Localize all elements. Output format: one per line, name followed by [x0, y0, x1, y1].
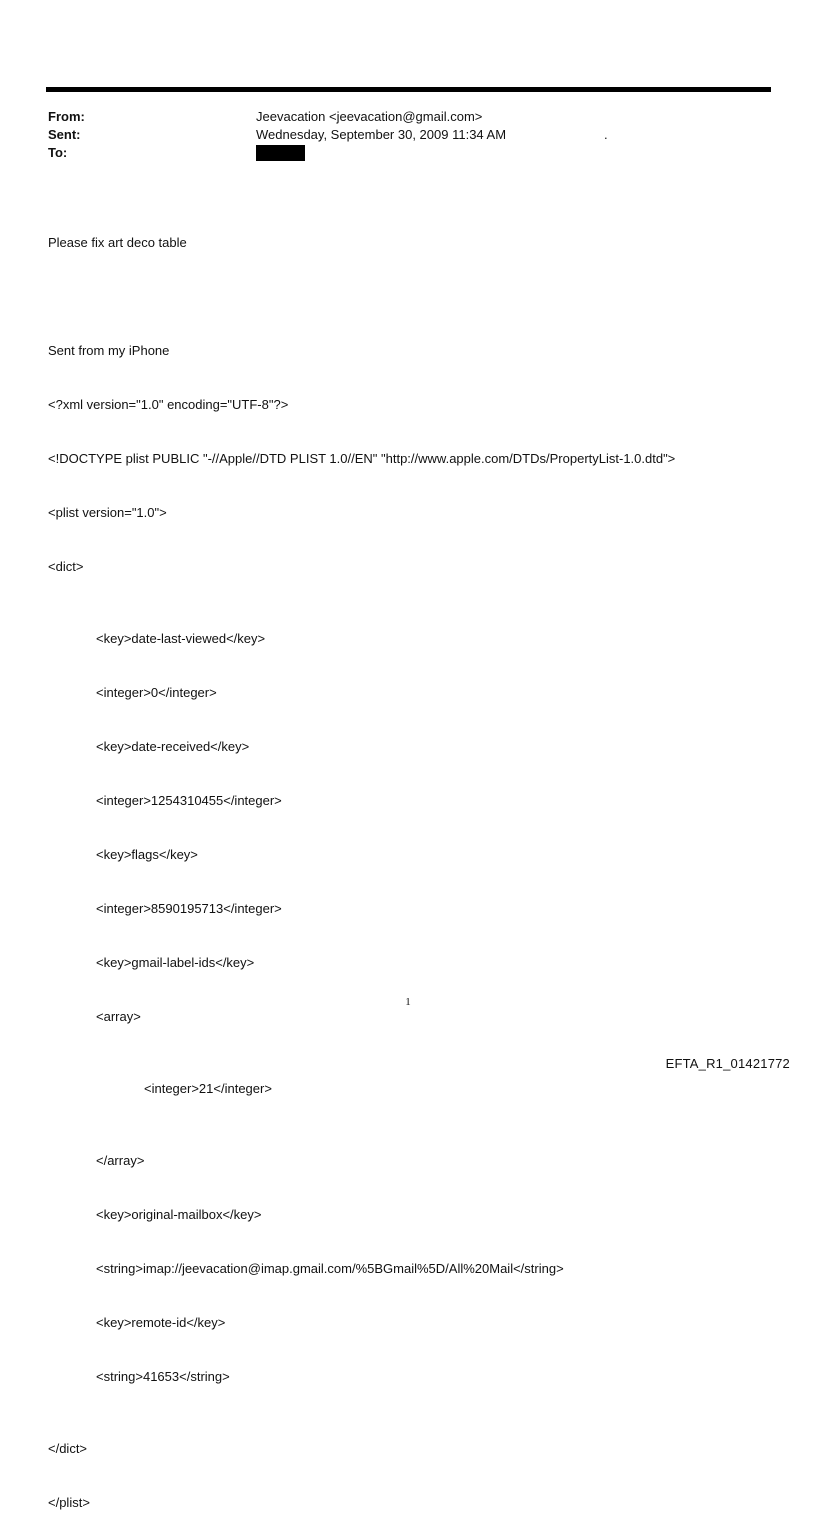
- dict-line: <array>: [96, 1009, 141, 1024]
- dict-line: <key>gmail-label-ids</key>: [96, 955, 255, 970]
- page-number: 1: [405, 996, 411, 1008]
- sent-row: [48, 126, 768, 144]
- dict-line: <string>imap://jeevacation@imap.gmail.com/%5BGmail%5D/All%20Mail</string>: [96, 1261, 564, 1276]
- email-header: [48, 108, 768, 162]
- blank-line: [48, 288, 788, 306]
- sent-value: Wednesday, September 30, 2009 11:34 AM: [256, 127, 507, 142]
- dict-line: <key>flags</key>: [96, 847, 198, 862]
- plist-close: </plist>: [48, 1495, 90, 1510]
- sent-trailing-dot: .: [604, 127, 608, 142]
- dict-line: <key>date-last-viewed</key>: [96, 631, 266, 646]
- xml-declaration: <?xml version="1.0" encoding="UTF-8"?>: [48, 397, 289, 412]
- from-row: [48, 108, 768, 126]
- doctype-line: <!DOCTYPE plist PUBLIC "-//Apple//DTD PLIST 1.0//EN" "http://www.apple.com/DTDs/PropertyList-1.0.dtd">: [48, 451, 676, 466]
- redaction-box: [256, 145, 305, 161]
- sent-label: Sent:: [48, 127, 81, 142]
- dict-line: </array>: [96, 1153, 145, 1168]
- bates-number: EFTA_R1_01421772: [665, 1056, 790, 1071]
- to-value: [256, 144, 305, 162]
- dict-line: <integer>8590195713</integer>: [96, 901, 282, 916]
- dict-open: <dict>: [48, 559, 84, 574]
- dict-close: </dict>: [48, 1441, 88, 1456]
- dict-line: <key>original-mailbox</key>: [96, 1207, 262, 1222]
- to-label: To:: [48, 145, 68, 160]
- signature-text: Sent from my iPhone: [48, 343, 170, 358]
- dict-line: <string>41653</string>: [96, 1369, 230, 1384]
- message-text: Please fix art deco table: [48, 235, 187, 250]
- top-rule: [46, 87, 771, 92]
- from-label: From:: [48, 109, 85, 124]
- dict-line: <integer>1254310455</integer>: [96, 793, 282, 808]
- dict-line: <key>date-received</key>: [96, 739, 250, 754]
- to-row: [48, 144, 768, 162]
- from-value: Jeevacation <jeevacation@gmail.com>: [256, 109, 483, 124]
- array-item: <integer>21</integer>: [144, 1081, 272, 1096]
- plist-open: <plist version="1.0">: [48, 505, 167, 520]
- dict-line: <key>remote-id</key>: [96, 1315, 226, 1330]
- dict-line: <integer>0</integer>: [96, 685, 217, 700]
- email-body: [48, 198, 788, 1530]
